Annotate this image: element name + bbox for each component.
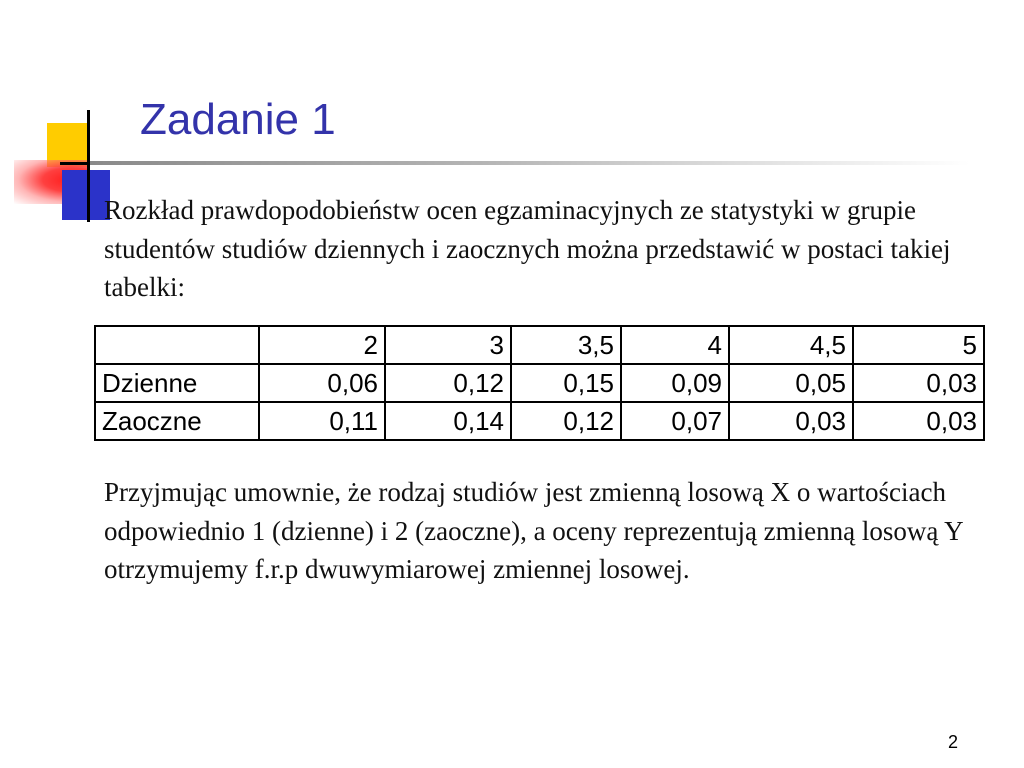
table-row [95,364,984,402]
grade-header-cell: 3 [385,326,511,364]
probability-cell: 0,12 [511,402,621,440]
grade-header-cell: 5 [853,326,984,364]
table-row [95,402,984,440]
row-label-cell: Dzienne [95,364,259,402]
grade-header-cell: 3,5 [511,326,621,364]
table-corner-cell [95,326,259,364]
probability-cell: 0,07 [621,402,729,440]
probability-cell: 0,03 [853,364,984,402]
probability-cell: 0,11 [259,402,385,440]
probability-cell: 0,06 [259,364,385,402]
probability-cell: 0,12 [385,364,511,402]
grade-header-cell: 2 [259,326,385,364]
row-label-cell: Zaoczne [95,402,259,440]
probability-cell: 0,14 [385,402,511,440]
probability-cell: 0,03 [729,402,853,440]
grade-header-cell: 4,5 [729,326,853,364]
table-header-row [95,326,984,364]
title-underline [90,161,970,165]
slide-title: Zadanie 1 [140,95,336,144]
probability-table [94,325,985,441]
intro-paragraph: Rozkład prawdopodobieństw ocen egzaminacyjnych ze statystyki w grupie studentów studiów dziennych i zaocznych można przedstawić w postaci takiej tabelki: [104,195,951,302]
probability-cell: 0,15 [511,364,621,402]
decoration-blue-square [62,170,110,220]
probability-cell: 0,09 [621,364,729,402]
probability-cell: 0,05 [729,364,853,402]
decoration-vertical-line [87,110,90,222]
probability-cell: 0,03 [853,402,984,440]
conclusion-paragraph: Przyjmując umownie, że rodzaj studiów jest zmienną losową X o wartościach odpowiednio 1 (dzienne) i 2 (zaoczne), a oceny reprezentują zmienną losową Y otrzymujemy f.r.p dwuwymiarowej zmiennej losowej. [104,477,963,584]
page-number: 2 [948,732,959,752]
grade-header-cell: 4 [621,326,729,364]
